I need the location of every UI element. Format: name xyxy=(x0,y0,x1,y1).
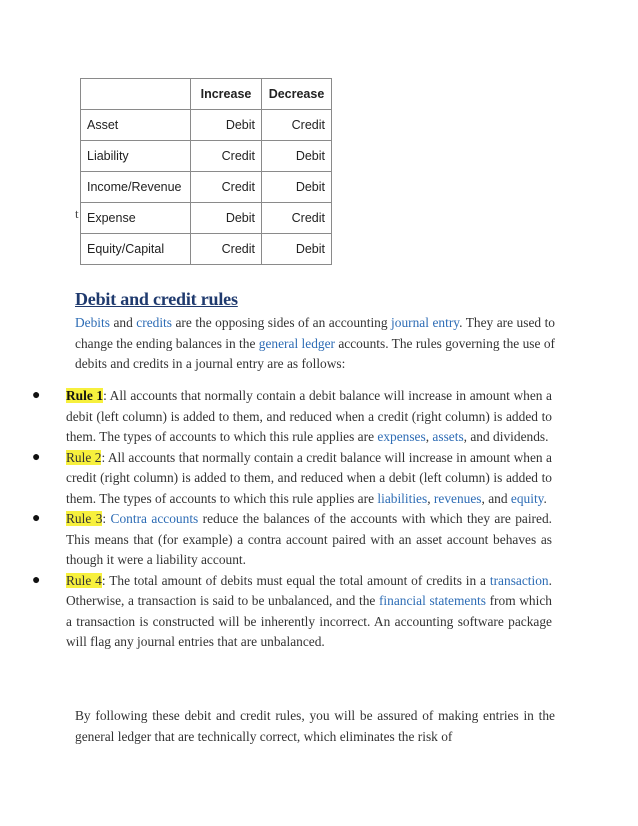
stray-character: t xyxy=(75,206,79,221)
table-cell: Debit xyxy=(191,110,262,141)
table-header-row xyxy=(81,79,332,110)
rule-text: reduce the balances of the accounts with which they are paired. This means that (for example) a contra account paired with an asset account behaves as though it were a liability account. xyxy=(66,511,552,567)
intro-paragraph xyxy=(75,313,555,375)
credits-link[interactable]: credits xyxy=(136,315,172,330)
table-cell: Credit xyxy=(262,203,332,234)
table-cell: Debit xyxy=(262,172,332,203)
rule-text: from which a transaction is constructed will be inherently incorrect. An accounting software package will flag any journal entries that are unbalanced. xyxy=(66,593,552,649)
table-row xyxy=(81,172,332,203)
table-row xyxy=(81,110,332,141)
contra-accounts-link[interactable]: Contra accounts xyxy=(110,511,199,526)
rule-text: , and xyxy=(481,490,511,506)
table-header-cell xyxy=(81,79,191,110)
rule-text: . xyxy=(543,490,547,506)
bullet-icon: ● xyxy=(32,511,41,526)
table-cell: Credit xyxy=(191,234,262,265)
general-ledger-link[interactable]: general ledger xyxy=(258,335,335,351)
bullet-icon: ● xyxy=(32,572,41,588)
intro-text: are the opposing sides of an accounting xyxy=(172,315,392,330)
intro-text: accounts. The rules governing the use of debits and credits in a journal entry are as follows: xyxy=(75,335,555,371)
debits-link[interactable]: Debits xyxy=(75,315,110,330)
revenues-link[interactable]: revenues xyxy=(433,490,482,506)
rule-text: : All accounts that normally contain a credit balance will increase in amount when a credit (right column) is added to them, and reduced when a debit (left column) is added to them. The types of accounts to which this rule applies are xyxy=(66,449,552,506)
journal-entry-link[interactable]: journal entry xyxy=(391,315,460,330)
rule-label: Rule 3 xyxy=(66,511,103,526)
rule-text: , and dividends. xyxy=(463,429,549,444)
table-header-cell: Decrease xyxy=(262,79,332,110)
debit-credit-table xyxy=(80,78,332,265)
rule-item xyxy=(0,386,552,448)
table-cell: Expense xyxy=(81,203,191,234)
liabilities-link[interactable]: liabilities xyxy=(377,490,428,506)
expenses-link[interactable]: expenses xyxy=(377,429,426,444)
table-row xyxy=(81,234,332,265)
assets-link[interactable]: assets xyxy=(432,429,464,444)
rule-text: : All accounts that normally contain a debit balance will increase in amount when a debit (left column) is added to them, and reduced when a credit (right column) is added to them. The types of accounts to which this rule applies are xyxy=(66,388,553,444)
section-heading[interactable]: Debit and credit rules xyxy=(75,289,238,309)
table-cell: Credit xyxy=(191,141,262,172)
transaction-link[interactable]: transaction xyxy=(489,572,549,588)
table-cell: Credit xyxy=(191,172,262,203)
rule-label: Rule 2 xyxy=(66,449,102,465)
rule-item xyxy=(0,448,552,510)
equity-link[interactable]: equity xyxy=(510,490,544,506)
table-cell: Credit xyxy=(262,110,332,141)
financial-statements-link[interactable]: financial statements xyxy=(378,593,486,608)
intro-text: . They are used to change the ending balances in the xyxy=(75,315,555,351)
bullet-icon: ● xyxy=(32,388,41,403)
rule-text: , xyxy=(427,490,434,506)
table-cell: Income/Revenue xyxy=(81,172,191,203)
rule-label: Rule 4 xyxy=(66,572,102,588)
rule-text: : The total amount of debits must equal the total amount of credits in a xyxy=(101,572,490,588)
rule-item xyxy=(0,509,552,571)
intro-text: and xyxy=(109,315,137,330)
rule-item xyxy=(0,571,552,653)
closing-paragraph: By following these debit and credit rules, you will be assured of making entries in the general ledger that are technically correct, which eliminates the risk of xyxy=(75,708,555,744)
table-row xyxy=(81,203,332,234)
table-cell: Debit xyxy=(191,203,262,234)
rule-label: Rule 1 xyxy=(66,388,104,403)
table-header-cell: Increase xyxy=(191,79,262,110)
bullet-icon: ● xyxy=(32,449,41,465)
table-cell: Liability xyxy=(81,141,191,172)
rule-text: : xyxy=(102,511,111,526)
table-row xyxy=(81,141,332,172)
rule-text: . Otherwise, a transaction is said to be unbalanced, and the xyxy=(66,572,552,608)
rule-text: , xyxy=(425,429,433,444)
rules-list xyxy=(0,386,638,653)
table-cell: Asset xyxy=(81,110,191,141)
table-cell: Equity/Capital xyxy=(81,234,191,265)
table-cell: Debit xyxy=(262,141,332,172)
table-cell: Debit xyxy=(262,234,332,265)
